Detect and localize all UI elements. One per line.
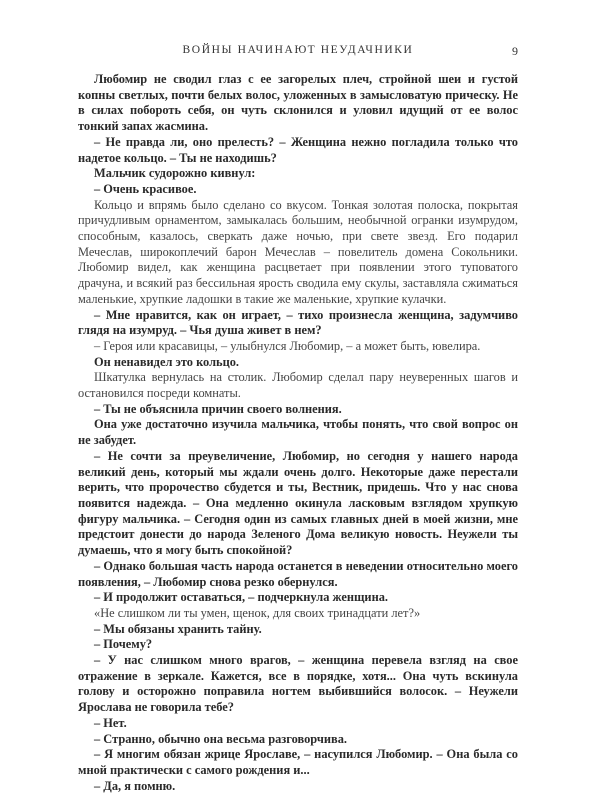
paragraph: Мальчик судорожно кивнул:	[94, 166, 256, 181]
paragraph: Кольцо и впрямь было сделано со вкусом. Тонкая золотая полоска, покрытая причудливым орнаментом, замыкалась большим, необычной огранки изумрудом, способным, казалось, сверкать даже ночью, при свете звезд. Его подарил Мечеслав, широкоплечий барон Мечеслав – повелитель домена Сокольники. Любомир видел, как женщина расцветает при появлении этого туповатого драчуна, и всякий раз бессильная ярость сводила ему скулы, заставляла сжиматься маленькие, хрупкие ладошки в такие же маленькие, хрупкие кулачки.	[78, 197, 518, 306]
paragraph: – Странно, обычно она весьма разговорчива.	[94, 731, 347, 746]
paragraph: – Почему?	[94, 637, 153, 652]
paragraph: – Ты не объяснила причин своего волнения.	[94, 401, 342, 416]
chapter-title: ВОЙНЫ НАЧИНАЮТ НЕУДАЧНИКИ	[182, 44, 414, 56]
page-number: 9	[512, 44, 518, 58]
paragraph: – Очень красивое.	[94, 181, 197, 196]
paragraph: – Мы обязаны хранить тайну.	[94, 621, 262, 636]
running-header	[78, 40, 518, 62]
paragraph: – Нет.	[94, 715, 127, 730]
paragraph: – Не правда ли, оно прелесть? – Женщина нежно погладила только что надетое кольцо. – Ты не находишь?	[78, 134, 518, 165]
paragraph: «Не слишком ли ты умен, щенок, для своих тринадцати лет?»	[94, 605, 421, 620]
paragraph: – И продолжит оставаться, – подчеркнула женщина.	[94, 590, 389, 605]
paragraph: – Героя или красавицы, – улыбнулся Любомир, – а может быть, ювелира.	[94, 338, 481, 353]
paragraph: – У нас слишком много врагов, – женщина перевела взгляд на свое отражение в зеркале. Кажется, все в порядке, хотя... Она чуть вскинула голову и осторожно поправила ногтем выбившийся волосок. – Неужели Ярослава не говорила тебе?	[78, 653, 518, 715]
body-text	[78, 72, 518, 794]
paragraph: – Мне нравится, как он играет, – тихо произнесла женщина, задумчиво глядя на изумруд. – Чья душа живет в нем?	[78, 307, 518, 338]
paragraph: – Однако большая часть народа останется в неведении относительно моего появления, – Любомир снова резко обернулся.	[78, 558, 518, 589]
paragraph: – Я многим обязан жрице Ярославе, – насупился Любомир. – Она была со мной практически с самого рождения и...	[78, 747, 518, 777]
paragraph: Он ненавидел это кольцо.	[94, 354, 240, 369]
paragraph: – Да, я помню.	[94, 778, 176, 793]
paragraph: Любомир не сводил глаз с ее загорелых плеч, стройной шеи и густой копны светлых, почти белых волос, уложенных в замысловатую прическу. Не в силах побороть себя, он чуть склонился и уловил идущий от ее волос тонкий запах жасмина.	[78, 72, 518, 134]
paragraph: Она уже достаточно изучила мальчика, чтобы понять, что свой вопрос он не забудет.	[78, 417, 518, 448]
paragraph: – Не сочти за преувеличение, Любомир, но сегодня у нашего народа великий день, который мы ждали очень долго. Некоторые даже перестали верить, что пророчество сбудется и ты, Вестник, придешь. Что у нас снова появится надежда. – Она медленно окинула ласковым взглядом хрупкую фигуру мальчика. – Сегодня один из самых главных дней в моей жизни, мне предстоит донести до народа Зеленого Дома великую новость. Неужели ты думаешь, что я могу быть спокойной?	[78, 448, 518, 558]
paragraph: Шкатулка вернулась на столик. Любомир сделал пару неуверенных шагов и остановился посреди комнаты.	[78, 370, 518, 401]
book-page	[78, 40, 518, 793]
